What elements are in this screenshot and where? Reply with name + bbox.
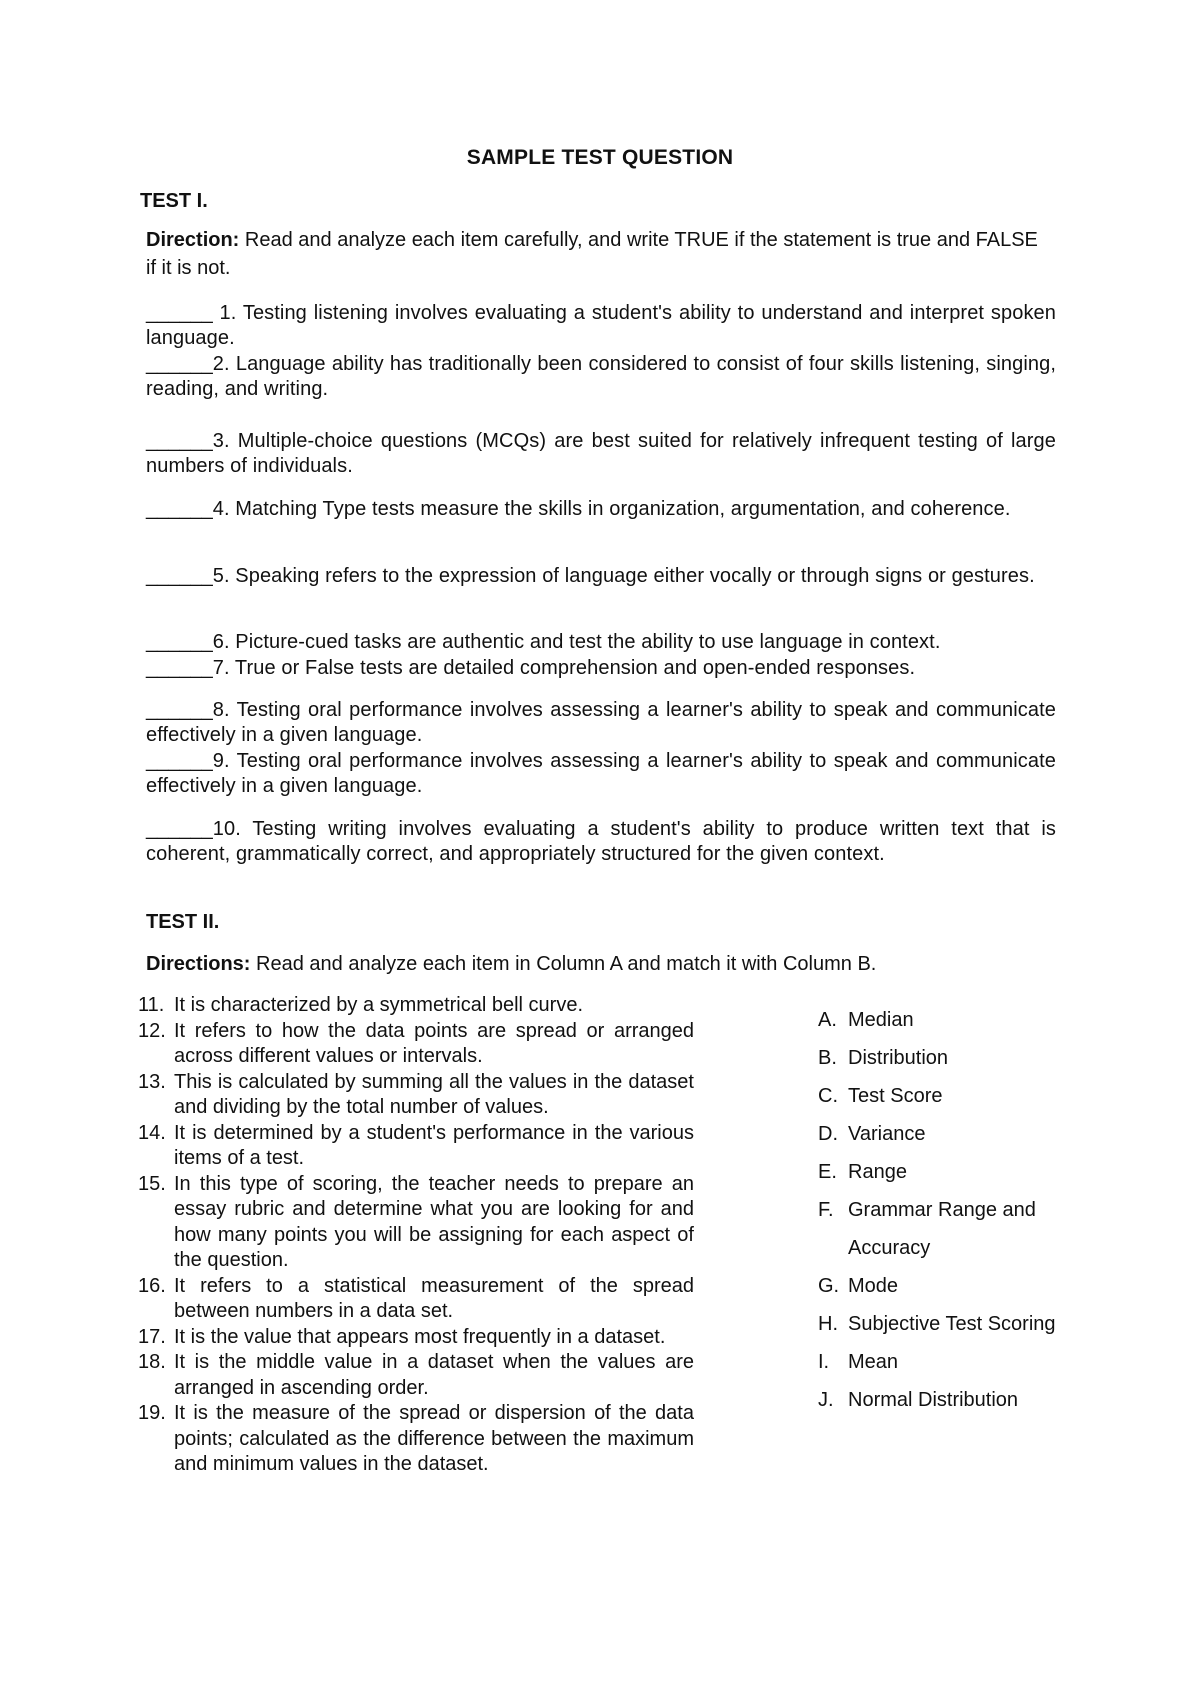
answer-blank: ______ — [146, 657, 213, 679]
answer-blank: ______ — [146, 430, 213, 452]
tf-item-text: 7. True or False tests are detailed comprehension and open-ended responses. — [212, 657, 916, 679]
answer-blank: ______ — [146, 302, 220, 324]
column-a — [138, 993, 694, 1478]
column-a-item — [138, 1172, 694, 1274]
tf-item-4 — [146, 497, 1056, 522]
column-a-item — [138, 993, 694, 1019]
option-letter: B. — [818, 1047, 837, 1069]
tf-item-8 — [146, 698, 1056, 748]
direction-label: Direction: — [146, 229, 240, 251]
direction-label: Directions: — [146, 953, 251, 975]
column-b — [818, 1001, 1118, 1419]
item-number: 15. — [138, 1172, 166, 1195]
page-title: SAMPLE TEST QUESTION — [466, 146, 734, 169]
tf-item-6 — [146, 630, 1056, 655]
column-b-option — [818, 1267, 1118, 1305]
column-a-item — [138, 1274, 694, 1325]
column-b-option — [818, 1039, 1118, 1077]
item-text: It is the measure of the spread or dispersion of the data points; calculated as the difference between the maximum and minimum values in the dataset. — [174, 1402, 694, 1475]
direction-text: Read and analyze each item in Column A and match it with Column B. — [250, 953, 877, 975]
option-letter: A. — [818, 1009, 837, 1031]
option-text: Test Score — [848, 1085, 943, 1107]
option-text: Subjective Test Scoring — [848, 1313, 1056, 1335]
column-a-item — [138, 1121, 694, 1172]
tf-item-7 — [146, 656, 1056, 681]
column-a-item — [138, 1070, 694, 1121]
test-1-direction — [146, 226, 1046, 282]
tf-item-text: 9. Testing oral performance involves assessing a learner's ability to speak and communicate effectively in a given language. — [146, 750, 1056, 797]
option-letter: J. — [818, 1389, 834, 1411]
item-text: It is determined by a student's performance in the various items of a test. — [174, 1121, 694, 1169]
option-letter: D. — [818, 1123, 838, 1145]
option-letter: E. — [818, 1161, 837, 1183]
column-a-item — [138, 1350, 694, 1401]
item-number: 17. — [138, 1325, 166, 1348]
column-b-option — [818, 1153, 1118, 1191]
answer-blank: ______ — [146, 818, 213, 840]
column-b-option — [818, 1191, 1118, 1267]
answer-blank: ______ — [146, 353, 213, 375]
column-b-option — [818, 1077, 1118, 1115]
answer-blank: ______ — [146, 699, 213, 721]
option-letter: G. — [818, 1275, 840, 1297]
item-text: It refers to how the data points are spread or arranged across different values or intervals. — [174, 1019, 694, 1067]
option-letter: I. — [818, 1351, 830, 1373]
tf-item-2 — [146, 352, 1056, 402]
tf-item-text: 8. Testing oral performance involves assessing a learner's ability to speak and communicate effectively in a given language. — [146, 699, 1056, 746]
answer-blank: ______ — [146, 565, 213, 587]
item-number: 19. — [138, 1402, 166, 1424]
option-text: Distribution — [848, 1047, 949, 1069]
tf-item-text: 3. Multiple-choice questions (MCQs) are best suited for relatively infrequent testing of large numbers of individuals. — [146, 430, 1056, 477]
item-number: 14. — [138, 1121, 166, 1144]
column-a-item — [138, 1401, 694, 1478]
direction-text: Read and analyze each item carefully, and write TRUE if the statement is true and FALSE if it is not. — [146, 229, 1038, 279]
option-text: Mode — [848, 1275, 899, 1297]
option-text: Median — [848, 1009, 914, 1031]
answer-blank: ______ — [146, 750, 213, 772]
item-number: 16. — [138, 1274, 166, 1297]
tf-item-text: 10. Testing writing involves evaluating a student's ability to produce written text that is coherent, grammatically correct, and appropriately structured for the given context. — [146, 818, 1056, 865]
option-text: Mean — [848, 1351, 899, 1373]
option-letter: C. — [818, 1085, 838, 1107]
tf-item-text: 2. Language ability has traditionally been considered to consist of four skills listening, singing, reading, and writing. — [146, 353, 1056, 400]
tf-item-text: 5. Speaking refers to the expression of language either vocally or through signs or gestures. — [212, 565, 1035, 587]
item-text: In this type of scoring, the teacher needs to prepare an essay rubric and determine what you are looking for and how many points you will be assigning for each aspect of the question. — [174, 1172, 694, 1271]
column-b-option — [818, 1115, 1118, 1153]
option-text: Variance — [848, 1123, 926, 1145]
tf-item-1 — [146, 301, 1056, 351]
option-text: Normal Distribution — [848, 1389, 1019, 1411]
item-text: It is characterized by a symmetrical bell curve. — [174, 994, 584, 1016]
tf-item-10 — [146, 817, 1056, 867]
item-text: It is the value that appears most frequently in a dataset. — [174, 1325, 666, 1348]
item-number: 12. — [138, 1019, 166, 1042]
tf-item-text: 1. Testing listening involves evaluating a student's ability to understand and interpret spoken language. — [146, 302, 1056, 349]
item-text: This is calculated by summing all the values in the dataset and dividing by the total number of values. — [174, 1070, 694, 1118]
column-a-item — [138, 1325, 694, 1351]
item-number: 18. — [138, 1351, 166, 1373]
test-2-heading: TEST II. — [146, 911, 220, 933]
tf-item-text: 6. Picture-cued tasks are authentic and test the ability to use language in context. — [212, 631, 941, 653]
column-b-option — [818, 1343, 1118, 1381]
item-number: 13. — [138, 1070, 166, 1093]
item-number: 11. — [138, 994, 165, 1016]
option-letter: H. — [818, 1313, 838, 1335]
column-b-option — [818, 1381, 1118, 1419]
tf-item-3 — [146, 429, 1056, 479]
tf-item-9 — [146, 749, 1056, 799]
test-1-heading: TEST I. — [140, 190, 208, 212]
tf-item-text: 4. Matching Type tests measure the skills in organization, argumentation, and coherence. — [212, 498, 1011, 520]
option-text: Grammar Range and Accuracy — [848, 1199, 1036, 1259]
tf-item-5 — [146, 564, 1056, 589]
test-2-direction — [146, 950, 1106, 978]
option-text: Range — [848, 1161, 907, 1183]
answer-blank: ______ — [146, 498, 213, 520]
answer-blank: ______ — [146, 631, 213, 653]
option-letter: F. — [818, 1199, 834, 1221]
item-text: It refers to a statistical measurement of the spread between numbers in a data set. — [174, 1274, 694, 1322]
item-text: It is the middle value in a dataset when the values are arranged in ascending order. — [174, 1351, 694, 1399]
column-a-item — [138, 1019, 694, 1070]
column-b-option — [818, 1305, 1118, 1343]
column-b-option — [818, 1001, 1118, 1039]
